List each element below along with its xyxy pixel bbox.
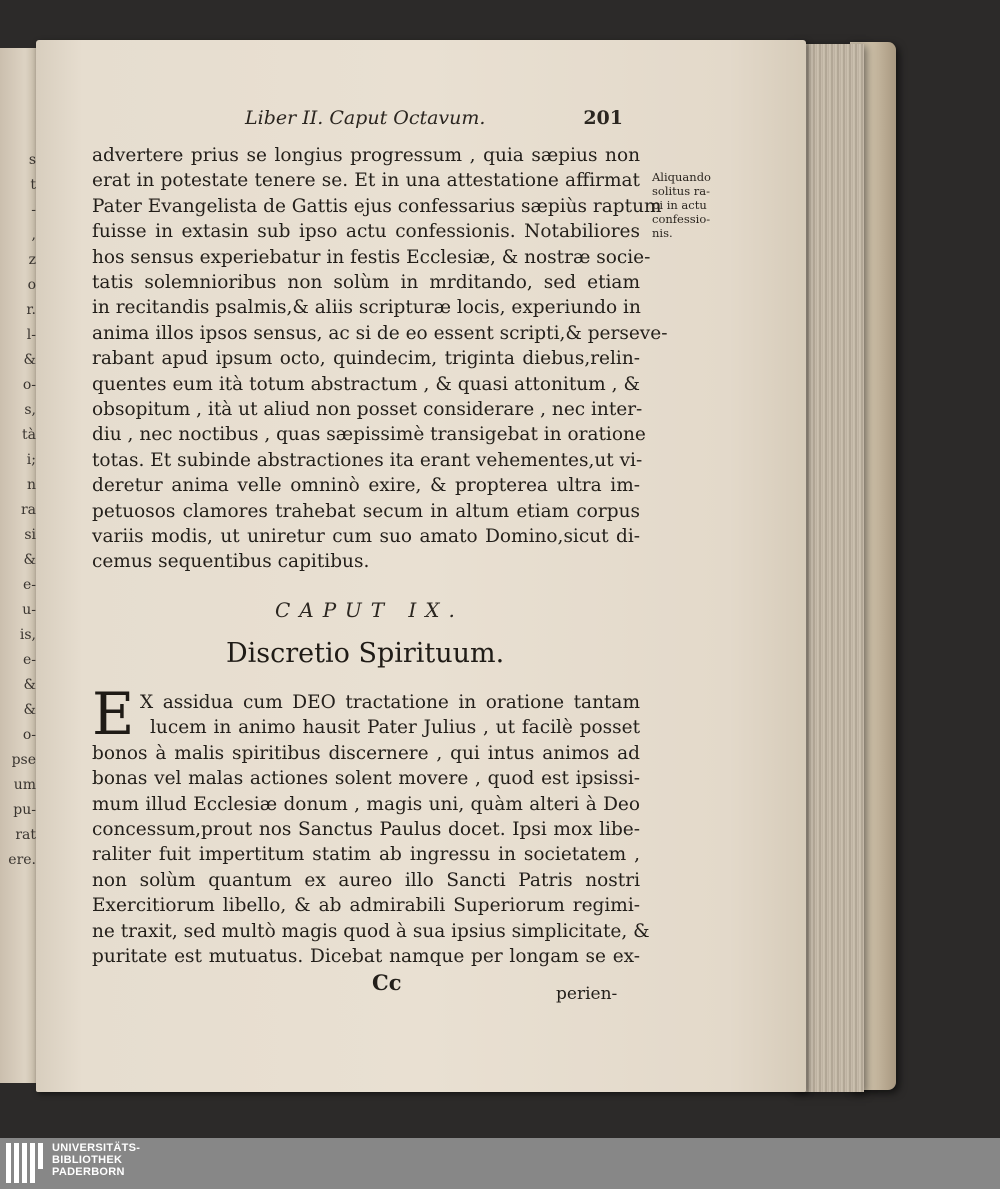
- left-page-fragment: e-: [22, 652, 36, 668]
- text-line: X assidua cum DEO tractatione in oratione tantam: [140, 692, 640, 713]
- text-line: deretur anima velle omninò exire, & propterea ultra im-: [92, 475, 640, 497]
- text-line: rabant apud ipsum octo, quindecim, triginta diebus,relin-: [92, 348, 640, 370]
- text-line: totas. Et subinde abstractiones ita erant vehementes,ut vi-: [92, 449, 643, 471]
- library-name: [52, 1142, 140, 1178]
- left-page-fragment: &: [23, 352, 36, 368]
- left-page-fragment: pse: [11, 752, 36, 768]
- text-line: variis modis, ut uniretur cum suo amato Domino,sicut di-: [92, 526, 640, 547]
- margin-note: [652, 170, 742, 240]
- left-page-fragment: r.: [26, 302, 36, 318]
- margin-note-line: Aliquando: [652, 170, 711, 184]
- text-line: Pater Evangelista de Gattis ejus confessarius sæpiùs raptum: [92, 195, 662, 217]
- left-page-fragment: n: [26, 477, 36, 493]
- left-page-fragment: z: [28, 252, 36, 268]
- left-page-fragment: pu-: [13, 802, 36, 818]
- text-line: tatis solemnioribus non solùm in mrditando, sed etiam: [92, 272, 640, 293]
- margin-note-line: solitus ra-: [652, 184, 711, 198]
- left-page-fragment: u-: [22, 602, 36, 618]
- drop-cap-initial: E: [92, 680, 135, 748]
- text-line: advertere prius se longius progressum , quia sæpius non: [92, 145, 640, 166]
- left-page-fragment: o: [27, 277, 36, 293]
- left-page-fragment: i;: [26, 452, 36, 468]
- chapter-label: CAPUT IX.: [275, 598, 464, 622]
- text-line: cemus sequentibus capitibus.: [92, 551, 370, 573]
- margin-note-line: pi in actu: [652, 198, 707, 212]
- text-line: bonos à malis spiritibus discernere , qui intus animos ad: [92, 742, 640, 764]
- left-page-fragment: e-: [22, 577, 36, 593]
- text-line: lucem in animo hausit Pater Julius , ut facilè posset: [150, 717, 640, 739]
- text-line: non solùm quantum ex aureo illo Sancti Patris nostri: [92, 869, 640, 891]
- page-number: 201: [583, 107, 623, 129]
- left-page-fragment: o-: [22, 377, 36, 393]
- running-head: [245, 107, 635, 135]
- left-page-fragment: -: [31, 202, 36, 218]
- text-line: anima illos ipsos sensus, ac si de eo essent scripti,& perseve-: [92, 322, 668, 344]
- library-name-line: UNIVERSITÄTS-: [52, 1142, 141, 1154]
- text-line: puritate est mutuatus. Dicebat namque per longam se ex-: [92, 946, 640, 967]
- text-line: in recitandis psalmis,& aliis scripturæ locis, experiundo in: [92, 297, 641, 319]
- text-line: diu , nec noctibus , quas sæpissimè transigebat in oratione: [92, 424, 646, 446]
- text-line: fuisse in extasin sub ipso actu confessionis. Notabiliores: [92, 221, 640, 243]
- text-line: mum illud Ecclesiæ donum , magis uni, quàm alteri à Deo: [92, 793, 640, 815]
- text-line: petuosos clamores trahebat secum in altum etiam corpus: [92, 500, 640, 522]
- left-page-fragment: is,: [19, 627, 36, 643]
- text-line: Exercitiorum libello, & ab admirabili Superiorum regimi-: [92, 895, 640, 917]
- left-page-fragment: si: [24, 527, 36, 543]
- left-page-fragment: l-: [26, 327, 36, 343]
- signature-mark: Cc: [372, 970, 402, 995]
- library-name-line: PADERBORN: [52, 1166, 125, 1178]
- library-name-line: BIBLIOTHEK: [52, 1154, 123, 1166]
- left-page-fragment: rat: [15, 827, 36, 843]
- text-line: concessum,prout nos Sanctus Paulus docet. Ipsi mox libe-: [92, 819, 640, 840]
- university-library-logo-icon: [6, 1143, 46, 1183]
- margin-note-line: nis.: [652, 226, 673, 240]
- left-page-fragment: s,: [24, 402, 36, 418]
- catchword: perien-: [556, 984, 618, 1004]
- left-page-fragment: ere.: [8, 852, 36, 868]
- left-page-fragment: um: [13, 777, 36, 793]
- text-line: erat in potestate tenere se. Et in una attestatione affirmat: [92, 170, 640, 192]
- left-page-fragment: s: [28, 152, 36, 168]
- text-line: hos sensus experiebatur in festis Ecclesiæ, & nostræ socie-: [92, 246, 651, 268]
- left-page-fragment: ,: [31, 227, 36, 243]
- text-line: ne traxit, sed multò magis quod à sua ipsius simplicitate, &: [92, 920, 650, 942]
- footer-bar: [0, 1138, 1000, 1189]
- running-title: Liber II. Caput Octavum.: [245, 107, 486, 129]
- text-line: raliter fuit impertitum statim ab ingressu in societatem ,: [92, 844, 640, 866]
- left-page-fragment: tà: [22, 427, 36, 443]
- left-page-fragment: o-: [22, 727, 36, 743]
- left-page-fragment: &: [23, 677, 36, 693]
- text-line: quentes eum ità totum abstractum , & quasi attonitum , &: [92, 373, 640, 395]
- text-line: bonas vel malas actiones solent movere , quod est ipsissi-: [92, 768, 640, 790]
- margin-note-line: confessio-: [652, 212, 711, 226]
- left-page-fragment: &: [23, 702, 36, 718]
- left-page-fragment: t: [30, 177, 36, 193]
- text-line: obsopitum , ità ut aliud non posset considerare , nec inter-: [92, 399, 643, 420]
- left-page-fragment: ra: [20, 502, 36, 518]
- chapter-title: Discretio Spirituum.: [226, 638, 505, 669]
- left-page-fragment: &: [23, 552, 36, 568]
